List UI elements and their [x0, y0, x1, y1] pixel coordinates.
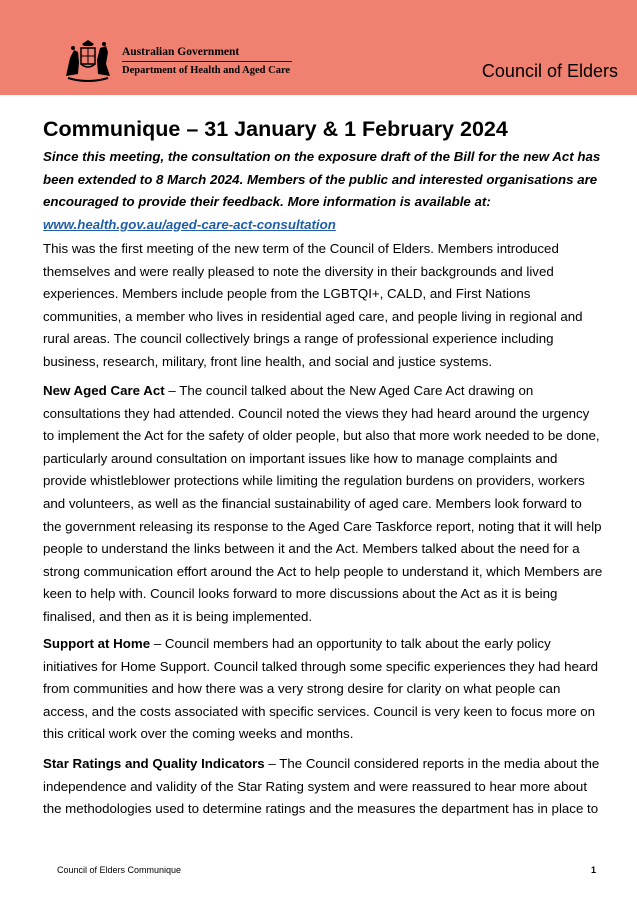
paragraph-heading: New Aged Care Act	[43, 383, 165, 398]
page-title: Communique – 31 January & 1 February 2024	[43, 117, 508, 141]
consultation-link[interactable]: www.health.gov.au/aged-care-act-consultation	[43, 216, 336, 232]
paragraph-text: This was the first meeting of the new term of the Council of Elders. Members introduced themselves and were really pleased to note the diversity in their backgrounds and lived experiences. Members include people from the LGBTQI+, CALD, and First Nations communities, a member who lives in residential aged care, and people living in regional and rural areas. The council collectively brings a range of professional experience including business, research, military, front line health, and social and justice systems.	[43, 241, 583, 369]
council-title: Council of Elders	[481, 61, 618, 81]
australian-coat-of-arms-icon	[62, 38, 114, 84]
paragraph-star-ratings	[43, 753, 603, 821]
paragraph-text: – The Council considered reports in the media about the independence and validity of the Star Rating system and were reassured to hear more about the methodologies used to determine ratings and the measures the department has in place to	[43, 756, 600, 817]
paragraph-heading: Support at Home	[43, 636, 151, 651]
paragraph-new-aged-care-act	[43, 380, 603, 629]
paragraph-heading: Star Ratings and Quality Indicators	[43, 756, 265, 771]
government-logo	[62, 38, 292, 84]
government-wordmark	[122, 46, 292, 77]
paragraph-support-at-home	[43, 633, 603, 746]
paragraph-text: – The council talked about the New Aged Care Act drawing on consultations they had attended. Council noted the views they had heard around the urgency to implement the Act for the safety of older people, but also that more work needed to be done, particularly around consultation on important issues like how to manage complaints and provide whistleblower protections while limiting the regulation burdens on providers, workers and volunteers, as well as the financial sustainability of aged care. Members look forward to the government releasing its response to the Aged Care Taskforce report, noting that it will help people to understand the links between it and the Act. Members talked about the need for a strong communication effort around the Act to help people to understand it, which Members are keen to help with. Council looks forward to more discussions about the Act as it is being finalised, and then as it is being implemented.	[43, 383, 603, 624]
footer-document-name: Council of Elders Communique	[57, 865, 182, 875]
department-name: Department of Health and Aged Care	[122, 64, 291, 76]
paragraph-council-introduction	[43, 238, 603, 374]
gov-name: Australian Government	[122, 45, 240, 58]
footer-page-number: 1	[590, 865, 596, 875]
intro-notice	[43, 146, 603, 236]
header-band	[0, 0, 637, 95]
gov-divider	[122, 61, 292, 62]
intro-text: Since this meeting, the consultation on the exposure draft of the Bill for the new Act has been extended to 8 March 2024. Members of the public and interested organisations are encouraged to provide their feedback. More information is available at:	[43, 149, 601, 210]
paragraph-text: – Council members had an opportunity to talk about the early policy initiatives for Home Support. Council talked through some specific experiences they had heard from communities and how there was a very strong desire for clarity on what people can access, and the costs associated with specific services. Council is very keen to focus more on this critical work over the coming weeks and months.	[43, 636, 599, 742]
